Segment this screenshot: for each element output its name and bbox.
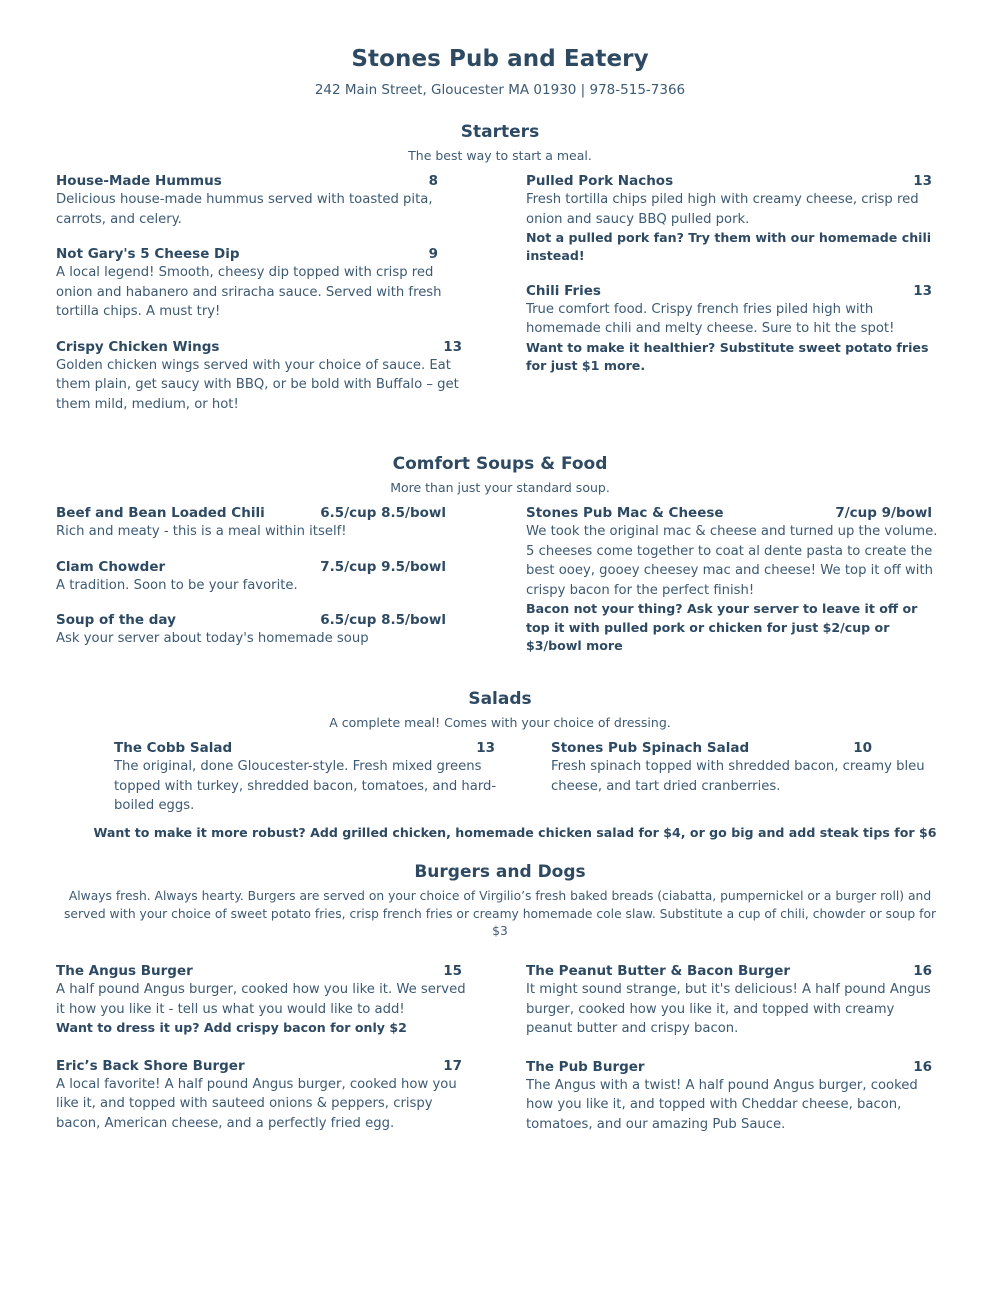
section-subtitle-starters: The best way to start a meal. [408, 148, 592, 163]
menu-item [526, 1059, 944, 1135]
menu-item-head [56, 339, 474, 355]
salads-left-column [114, 740, 507, 816]
menu-item-description: Fresh spinach topped with shredded bacon, creamy bleu cheese, and tart dried cranberries. [551, 759, 925, 794]
menu-item [56, 963, 474, 1037]
menu-item-price: 13 [913, 173, 932, 189]
menu-item-head [56, 612, 474, 628]
menu-item-head [526, 1059, 944, 1075]
menu-item-price: 16 [913, 963, 932, 980]
menu-item-name: The Angus Burger [56, 963, 193, 980]
menu-item-head [56, 963, 474, 979]
section-title-salads: Salads [468, 689, 532, 710]
menu-item-description: It might sound strange, but it's delicious! A half pound Angus burger, cooked how you like it, and topped with creamy peanut butter and crispy bacon. [526, 982, 931, 1037]
menu-item-description: A local favorite! A half pound Angus burger, cooked how you like it, and topped with sauteed onions & peppers, crispy bacon, American cheese, and a perfectly fried egg. [56, 1076, 457, 1131]
menu-item-head [526, 283, 944, 299]
menu-item-note: Want to dress it up? Add crispy bacon for only $2 [56, 1020, 407, 1036]
menu-item-name: Stones Pub Mac & Cheese [526, 505, 724, 522]
menu-item-description: Rich and meaty - this is a meal within itself! [56, 524, 347, 540]
burgers-left-column [56, 963, 474, 1133]
menu-item-name: The Peanut Butter & Bacon Burger [526, 963, 791, 980]
menu-item-description: The original, done Gloucester-style. Fresh mixed greens topped with turkey, shredded bacon, tomatoes, and hard-boiled eggs. [114, 759, 497, 814]
menu-item-note: Bacon not your thing? Ask your server to leave it off or top it with pulled pork or chicken for just $2/cup or $3/bowl more [526, 601, 918, 653]
menu-item-name: Pulled Pork Nachos [526, 173, 674, 189]
menu-item-description: A tradition. Soon to be your favorite. [56, 577, 298, 593]
menu-item-name: The Cobb Salad [114, 740, 233, 757]
menu-item-head [526, 963, 944, 979]
menu-item [551, 740, 944, 796]
menu-item-head [56, 246, 474, 262]
starters-columns [56, 173, 944, 414]
menu-item [56, 173, 474, 229]
menu-item-description: A local legend! Smooth, cheesy dip topped with crisp red onion and habanero and sriracha sauce. Served with fresh tortilla chips. A must try! [56, 265, 442, 320]
menu-item-name: Crispy Chicken Wings [56, 338, 220, 355]
menu-item-price: 16 [913, 1058, 932, 1075]
restaurant-address: 242 Main Street, Gloucester MA 01930 | 978-515-7366 [314, 82, 686, 98]
menu-item [56, 246, 474, 322]
starters-right-column [526, 173, 944, 375]
menu-item-head [114, 740, 507, 756]
menu-item [114, 740, 507, 816]
menu-item [56, 505, 474, 542]
soups-columns [56, 505, 944, 655]
menu-item-name: House-Made Hummus [56, 173, 222, 189]
menu-item-head [56, 173, 474, 189]
menu-item-head [56, 559, 474, 575]
menu-item [56, 1058, 474, 1134]
section-soups [56, 454, 944, 655]
menu-item-price: 13 [443, 338, 462, 355]
menu-item [56, 559, 474, 596]
salads-columns [56, 740, 944, 816]
soups-left-column [56, 505, 474, 649]
menu-item-description: Golden chicken wings served with your choice of sauce. Eat them plain, get saucy with BBQ, or be bold with Buffalo – get them mild, medium, or hot! [56, 357, 459, 412]
menu-item-head [56, 505, 474, 521]
menu-item-price: 17 [443, 1057, 462, 1074]
menu-item-price: 7.5/cup 9.5/bowl [320, 558, 446, 575]
menu-item-price: 8 [428, 173, 438, 189]
menu-item-price: 15 [443, 963, 462, 980]
menu-item-name: Clam Chowder [56, 558, 166, 575]
menu-item-name: Not Gary's 5 Cheese Dip [56, 246, 240, 263]
section-subtitle-soups: More than just your standard soup. [390, 480, 610, 496]
menu-item-head [526, 173, 944, 189]
menu-item-price: 9 [428, 246, 438, 263]
menu-item-head [526, 505, 944, 521]
menu-item [526, 283, 944, 376]
section-starters [56, 122, 944, 414]
soups-right-column [526, 505, 944, 655]
menu-item [526, 505, 944, 655]
menu-item-description: True comfort food. Crispy french fries piled high with homemade chili and melty cheese. Sure to hit the spot! [526, 301, 895, 337]
menu-item [56, 612, 474, 649]
menu-item-name: Stones Pub Spinach Salad [551, 740, 750, 757]
menu-item [56, 339, 474, 415]
menu-item-price: 13 [476, 740, 495, 757]
menu-item-name: Eric’s Back Shore Burger [56, 1057, 245, 1074]
page-title: Stones Pub and Eatery [351, 46, 649, 72]
menu-item-price: 10 [853, 740, 872, 757]
menu-item-description: Delicious house-made hummus served with toasted pita, carrots, and celery. [56, 192, 433, 227]
starters-left-column [56, 173, 474, 414]
salads-footnote: Want to make it more robust? Add grilled chicken, homemade chicken salad for $4, or go big and add steak tips for $6 [93, 824, 937, 840]
menu-item-price: 6.5/cup 8.5/bowl [320, 612, 446, 629]
menu-item-description: The Angus with a twist! A half pound Angus burger, cooked how you like it, and topped with Cheddar cheese, bacon, tomatoes, and our amazing Pub Sauce. [526, 1077, 918, 1132]
menu-item-price: 13 [913, 282, 932, 299]
menu-item-name: The Pub Burger [526, 1058, 645, 1075]
menu-item-name: Beef and Bean Loaded Chili [56, 505, 265, 522]
menu-item [526, 173, 944, 266]
menu-item-name: Soup of the day [56, 612, 176, 629]
menu-item-price: 7/cup 9/bowl [835, 505, 932, 522]
menu-item-description: Fresh tortilla chips piled high with creamy cheese, crisp red onion and saucy BBQ pulled pork. [526, 192, 919, 227]
burgers-right-column [526, 963, 944, 1134]
section-subtitle-burgers: Always fresh. Always hearty. Burgers are served on your choice of Virgilio’s fresh baked breads (ciabatta, pumpernickel or a burger roll) and served with your choice of sweet potato fries, crisp french fries or creamy homemade cole slaw. Substitute a cup of chili, chowder or soup for $3 [63, 888, 937, 939]
burgers-columns [56, 963, 944, 1134]
section-title-burgers: Burgers and Dogs [414, 861, 586, 882]
menu-item-price: 6.5/cup 8.5/bowl [320, 505, 446, 522]
menu-item-description: Ask your server about today's homemade soup [56, 631, 369, 647]
section-title-soups: Comfort Soups & Food [392, 454, 608, 475]
section-burgers [56, 862, 944, 1135]
menu-item [526, 963, 944, 1039]
menu-item-head [551, 740, 944, 756]
salads-right-column [551, 740, 944, 796]
menu-item-description: A half pound Angus burger, cooked how you like it. We served it how you like it - tell us what you would like to add! [56, 982, 466, 1017]
section-title-starters: Starters [460, 122, 540, 142]
menu-item-description: We took the original mac & cheese and turned up the volume. 5 cheeses come together to coat al dente pasta to create the best ooey, gooey cheesey mac and cheese! We top it off with crispy bacon for the perfect finish! [526, 524, 938, 598]
menu-item-note: Not a pulled pork fan? Try them with our homemade chili instead! [526, 230, 932, 264]
section-subtitle-salads: A complete meal! Comes with your choice of dressing. [329, 715, 671, 731]
menu-item-name: Chili Fries [526, 282, 601, 299]
menu-item-head [56, 1058, 474, 1074]
section-salads [56, 689, 944, 840]
menu-item-note: Want to make it healthier? Substitute sweet potato fries for just $1 more. [526, 339, 929, 373]
